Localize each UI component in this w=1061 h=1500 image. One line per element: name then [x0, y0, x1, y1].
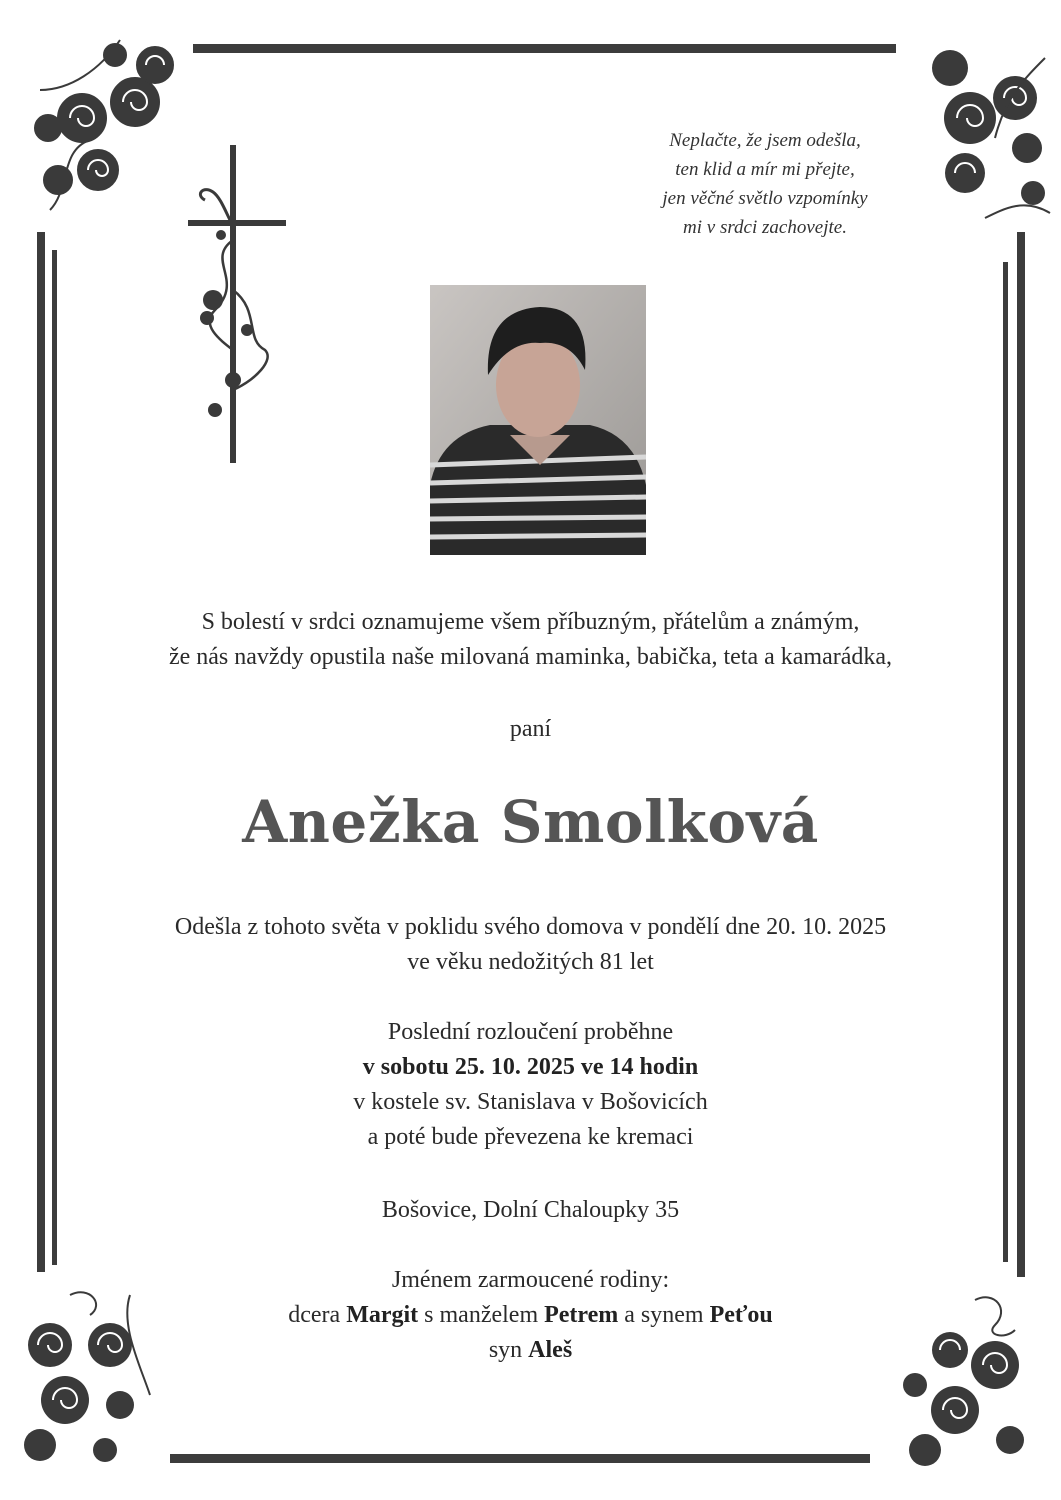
poem-line: ten klid a mír mi přejte, [675, 159, 855, 180]
announcement [0, 605, 1061, 675]
announcement-line: že nás navždy opustila naše milovaná maminka, babička, teta a kamarádka, [168, 644, 893, 670]
family-text: syn [488, 1337, 529, 1363]
family-name: Peťou [709, 1302, 773, 1328]
family-line-1 [0, 1298, 1061, 1333]
family-text: dcera [288, 1302, 347, 1328]
deceased-name: Anežka Smolková [242, 788, 819, 856]
announcement-line: S bolestí v srdci oznamujeme všem příbuzným, přátelům a známým, [201, 609, 860, 635]
farewell-date-bold: v sobotu 25. 10. 2025 ve 14 hodin [362, 1054, 699, 1080]
poem-line: Neplačte, že jsem odešla, [669, 130, 861, 151]
poem-line: jen věčné světlo vzpomínky [662, 188, 868, 209]
death-details [0, 910, 1061, 980]
family-name: Margit [346, 1302, 419, 1328]
poem-line: mi v srdci zachovejte. [683, 217, 847, 238]
family-text: s manželem [418, 1302, 545, 1328]
address: Bošovice, Dolní Chaloupky 35 [381, 1197, 680, 1223]
family-text: a synem [618, 1302, 710, 1328]
family-name: Aleš [528, 1337, 573, 1363]
portrait-photo [430, 285, 646, 555]
death-line: Odešla z tohoto světa v poklidu svého domova v pondělí dne 20. 10. 2025 [174, 914, 887, 940]
farewell-location: v kostele sv. Stanislava v Bošovicích [353, 1089, 708, 1115]
age-line: ve věku nedožitých 81 let [407, 949, 654, 975]
honorific: paní [509, 716, 552, 742]
family-intro: Jménem zarmoucené rodiny: [391, 1267, 670, 1293]
family-name: Petrem [544, 1302, 619, 1328]
family-line-2 [0, 1333, 1061, 1368]
farewell-line: Poslední rozloučení proběhne [387, 1019, 674, 1045]
farewell-cremation: a poté bude převezena ke kremaci [367, 1124, 694, 1150]
farewell-details [0, 1015, 1061, 1155]
family-signature [0, 1263, 1061, 1368]
rose-corner-icon [915, 38, 1055, 228]
farewell-date [0, 1050, 1061, 1085]
poem [600, 126, 930, 242]
bottom-border [170, 1454, 870, 1463]
rose-corner-icon [30, 30, 180, 220]
top-border [193, 44, 896, 53]
cross-icon [185, 140, 295, 470]
